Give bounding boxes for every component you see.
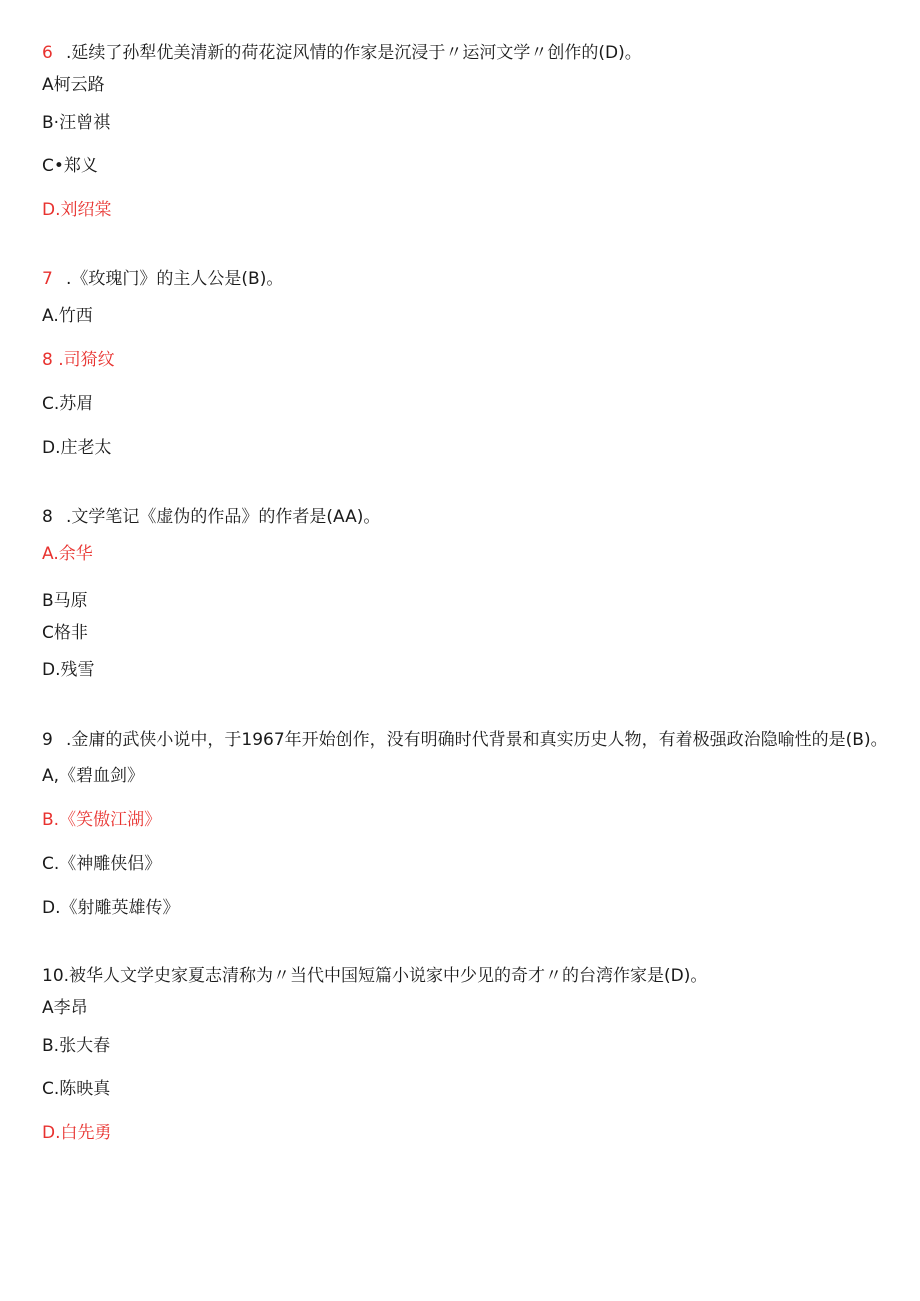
question-6-stem — [42, 42, 642, 64]
question-7-option-b-answer: 8 .司猗纹 — [42, 350, 115, 370]
question-6-text: .延续了孙犁优美清新的荷花淀风情的作家是沉浸于〃运河文学〃创作的(D)。 — [66, 43, 642, 63]
question-8-option-d: D.残雪 — [42, 660, 95, 680]
question-10-text: 被华人文学史家夏志清称为〃当代中国短篇小说家中少见的奇才〃的台湾作家是(D)。 — [69, 966, 708, 986]
question-6-option-a: A柯云路 — [42, 75, 105, 95]
question-9-stem — [42, 729, 888, 751]
question-10-option-d-answer: D.白先勇 — [42, 1123, 112, 1143]
question-10-number: 10. — [42, 966, 70, 986]
question-9-option-b-answer: B.《笑傲江湖》 — [42, 810, 162, 830]
question-6-option-d-answer: D.刘绍棠 — [42, 200, 112, 220]
question-10-option-c: C.陈映真 — [42, 1079, 111, 1099]
question-10-option-a: A李昂 — [42, 998, 88, 1018]
question-7-text: .《玫瑰门》的主人公是(B)。 — [66, 269, 284, 289]
question-8-option-c: C格非 — [42, 623, 88, 643]
question-9-number: 9 — [42, 730, 53, 750]
question-9-text: .金庸的武侠小说中，于1967年开始创作，没有明确时代背景和真实历史人物，有着极强政治隐喻性的是(B)。 — [66, 730, 888, 750]
question-8-option-b: B马原 — [42, 591, 88, 611]
question-7-number: 7 — [42, 269, 53, 289]
question-7-stem — [42, 268, 283, 290]
question-7-option-c: C.苏眉 — [42, 394, 94, 414]
question-10-stem — [42, 965, 707, 987]
question-8-stem — [42, 506, 380, 528]
question-9-option-c: C.《神雕侠侣》 — [42, 854, 162, 874]
question-6-number: 6 — [42, 43, 53, 63]
question-7-option-d: D.庄老太 — [42, 438, 112, 458]
question-6-option-c: C•郑义 — [42, 156, 98, 176]
question-7-option-a: A.竹西 — [42, 306, 93, 326]
question-8-option-a-answer: A.余华 — [42, 544, 93, 564]
question-9-option-a: A,《碧血剑》 — [42, 766, 145, 786]
question-9-option-d: D.《射雕英雄传》 — [42, 898, 180, 918]
question-8-number: 8 — [42, 507, 53, 527]
question-8-text: .文学笔记《虚伪的作品》的作者是(AA)。 — [66, 507, 381, 527]
question-6-option-b: B·汪曾祺 — [42, 113, 111, 133]
question-10-option-b: B.张大春 — [42, 1036, 111, 1056]
